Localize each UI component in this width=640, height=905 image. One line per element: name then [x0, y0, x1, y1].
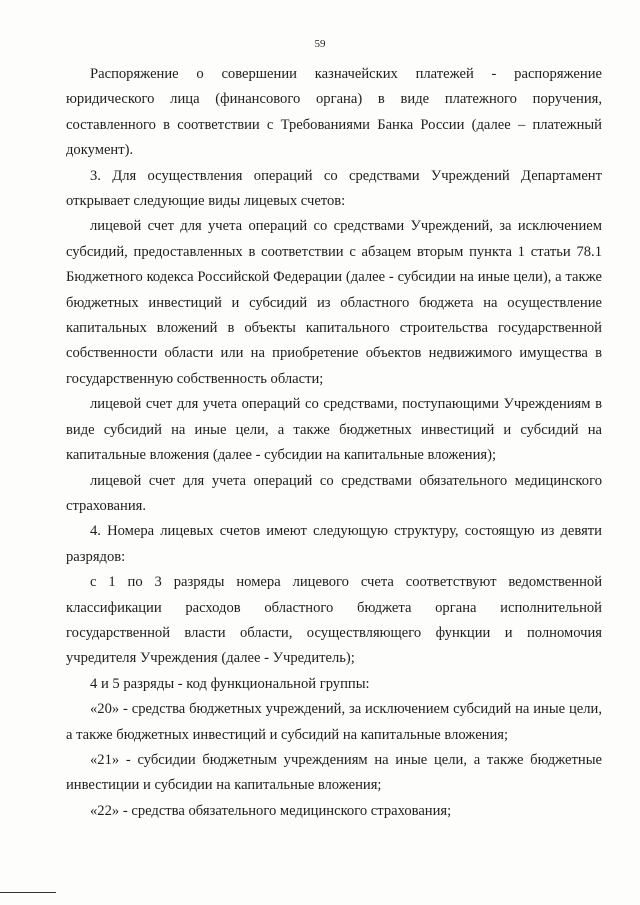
paragraph-digits-1-3: с 1 по 3 разряды номера лицевого счета соответствуют ведомственной классификации расходов областного бюджета органа исполнительной государственной власти области, осуществляющего функции и полномочия учредителя Учреждения (далее - Учредитель);: [66, 574, 602, 667]
document-body: [66, 62, 602, 824]
paragraph-code-22: «22» - средства обязательного медицинского страхования;: [90, 802, 452, 819]
footer-divider: [0, 892, 56, 893]
paragraph-payment-order: Распоряжение о совершении казначейских платежей - распоряжение юридического лица (финансового органа) в виде платежного поручения, составленного в соответствии с Требованиями Банка России (далее – платежный документ).: [66, 66, 602, 159]
paragraph-account-subsidies: лицевой счет для учета операций со средствами, поступающими Учреждениям в виде субсидий на иные цели, а также бюджетных инвестиций и субсидий на капитальные вложения (далее - субсидии на капитальные вложения);: [66, 396, 602, 464]
paragraph-account-types-intro: 3. Для осуществления операций со средствами Учреждений Департамент открывает следующие виды лицевых счетов:: [66, 167, 602, 210]
paragraph-digits-4-5: 4 и 5 разряды - код функциональной группы:: [90, 675, 370, 692]
paragraph-account-number-structure: 4. Номера лицевых счетов имеют следующую структуру, состоящую из девяти разрядов:: [66, 523, 602, 565]
paragraph-code-20: «20» - средства бюджетных учреждений, за исключением субсидий на иные цели, а также бюджетных инвестиций и субсидий на капитальные вложения;: [66, 701, 602, 743]
paragraph-account-institutions: лицевой счет для учета операций со средствами Учреждений, за исключением субсидий, предоставленных в соответствии с абзацем вторым пункта 1 статьи 78.1 Бюджетного кодекса Российской Федерации (далее - субсидии на иные цели), а также бюджетных инвестиций и субсидий из областного бюджета на осуществление капитальных вложений в объекты капитального строительства государственной собственности области или на приобретение объектов недвижимого имущества в государственную собственность области;: [66, 218, 602, 387]
paragraph-code-21: «21» - субсидии бюджетным учреждениям на иные цели, а также бюджетные инвестиции и субсидии на капитальные вложения;: [66, 751, 602, 794]
page-number: 59: [314, 38, 326, 50]
paragraph-account-medical-insurance: лицевой счет для учета операций со средствами обязательного медицинского страхования.: [66, 472, 602, 514]
